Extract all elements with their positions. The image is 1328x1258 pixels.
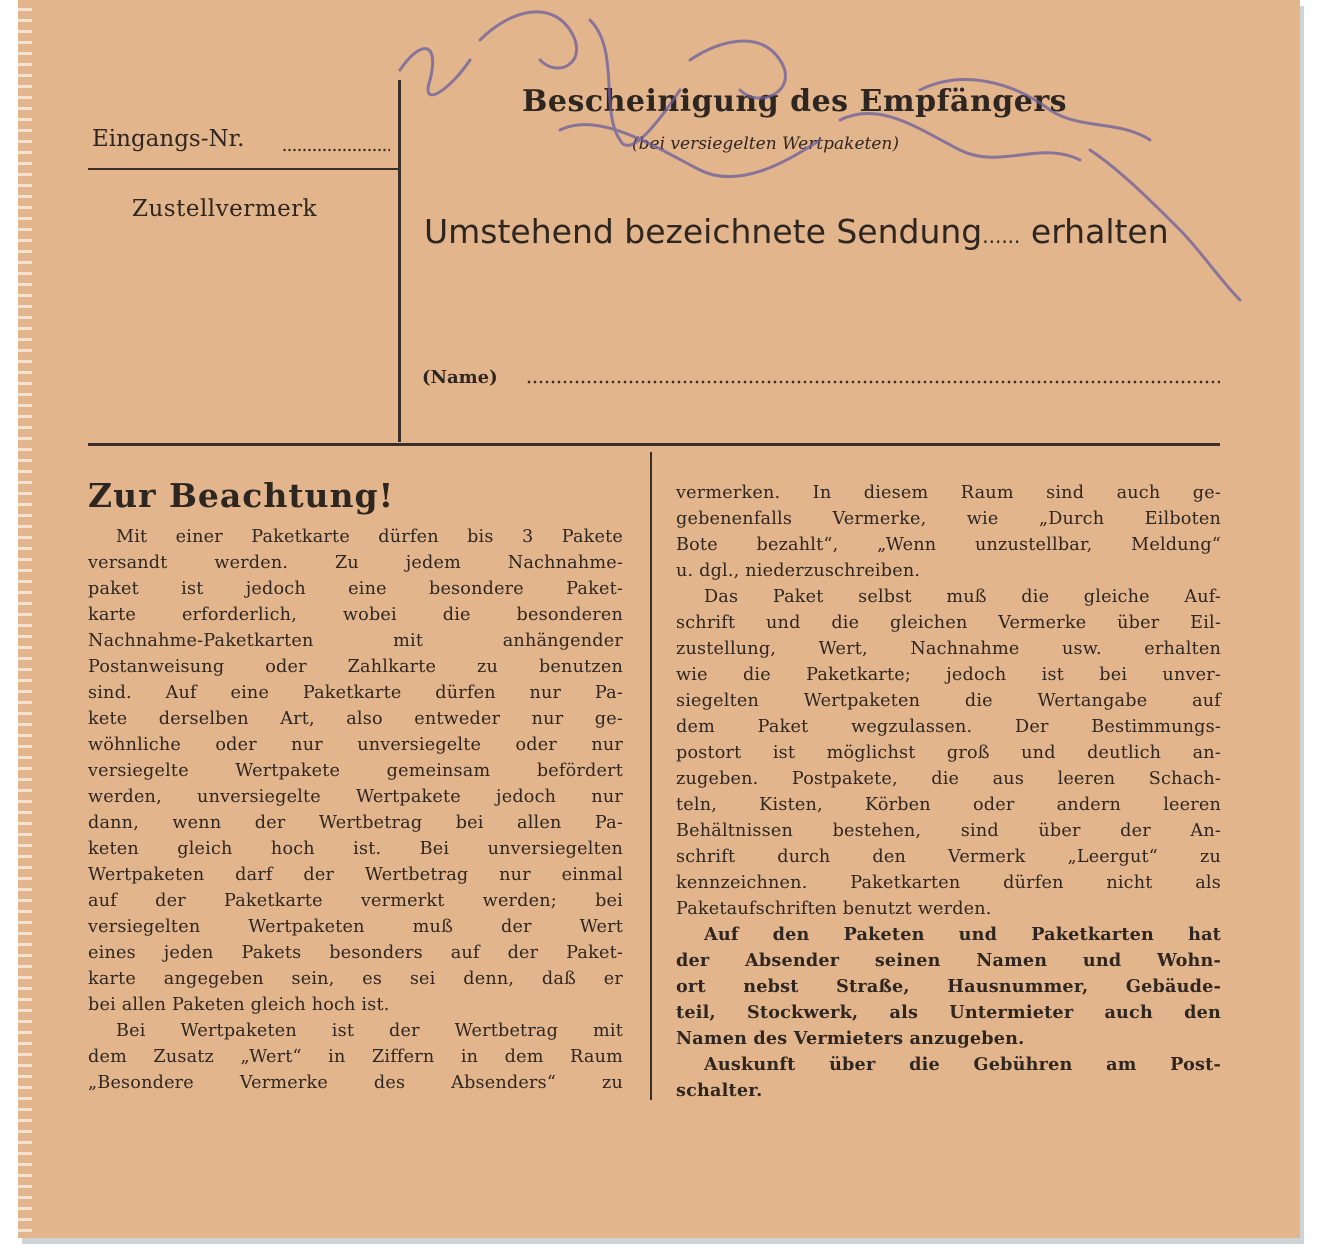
notice-left-line: wöhnliche oder nur unversiegelte oder nur <box>88 735 623 755</box>
receipt-statement <box>424 212 1169 251</box>
notice-left-line: auf der Paketkarte vermerkt werden; bei <box>88 891 623 911</box>
notice-left-column <box>88 524 623 1096</box>
notice-right-line: vermerken. In diesem Raum sind auch ge- <box>676 483 1221 503</box>
notice-left-line: Wertpaketen darf der Wertbetrag nur einmal <box>88 865 623 885</box>
statement-after: erhalten <box>1020 212 1169 251</box>
notice-right-line: postort ist möglichst groß und deutlich an- <box>676 743 1221 763</box>
notice-left-line: karte angegeben sein, es sei denn, daß er <box>88 969 623 989</box>
notice-right-line: gebenenfalls Vermerke, wie „Durch Eilboten <box>676 509 1221 529</box>
statement-before: Umstehend bezeichnete Sendung <box>424 212 983 251</box>
notice-left-line: Mit einer Paketkarte dürfen bis 3 Pakete <box>116 527 623 547</box>
receipt-number-label: Eingangs-Nr. <box>92 126 245 152</box>
notice-left-line: werden, unversiegelte Wertpakete jedoch nur <box>88 787 623 807</box>
notice-heading: Zur Beachtung! <box>88 476 395 515</box>
notice-right-line: Auskunft über die Gebühren am Post- <box>704 1054 1221 1075</box>
notice-left-line: eines jeden Pakets besonders auf der Paket- <box>88 943 623 963</box>
notice-left-line: versiegelte Wertpakete gemeinsam befördert <box>88 761 623 781</box>
delivery-note-label: Zustellvermerk <box>132 196 318 222</box>
notice-left-line: versandt werden. Zu jedem Nachnahme- <box>88 553 623 573</box>
notice-right-line: teil, Stockwerk, als Untermieter auch den <box>676 1002 1221 1023</box>
notice-left-line: versiegelten Wertpaketen muß der Wert <box>88 917 623 937</box>
notice-right-column <box>676 480 1221 1104</box>
notice-right-line: teln, Kisten, Körben oder andern leeren <box>676 795 1221 815</box>
certificate-subtitle: (bei versiegelten Wertpaketen) <box>632 134 900 154</box>
notice-right-line: dem Paket wegzulassen. Der Bestimmungs- <box>676 717 1221 737</box>
notice-right-line: u. dgl., niederzuschreiben. <box>676 561 921 581</box>
horizontal-rule-main <box>88 443 1220 446</box>
notice-right-line: ort nebst Straße, Hausnummer, Gebäude- <box>676 976 1221 997</box>
notice-right-line: zugeben. Postpakete, die aus leeren Schach- <box>676 769 1221 789</box>
notice-left-line: keten gleich hoch ist. Bei unversiegelten <box>88 839 623 859</box>
name-label: (Name) <box>422 367 498 388</box>
notice-right-line: Behältnissen bestehen, sind über der An- <box>676 821 1221 841</box>
notice-left-line: „Besondere Vermerke des Absenders“ zu <box>88 1073 623 1093</box>
notice-right-line: Paketaufschriften benutzt werden. <box>676 899 992 919</box>
notice-right-line: schrift und die gleichen Vermerke über Eil- <box>676 613 1221 633</box>
notice-right-line: Auf den Paketen und Paketkarten hat <box>704 924 1221 945</box>
notice-right-line: kennzeichnen. Paketkarten dürfen nicht als <box>676 873 1221 893</box>
notice-right-line: Namen des Vermieters anzugeben. <box>676 1028 1025 1049</box>
notice-right-line: schrift durch den Vermerk „Leergut“ zu <box>676 847 1221 867</box>
certificate-title: Bescheinigung des Empfängers <box>522 84 1068 119</box>
horizontal-rule-left-box <box>88 168 400 170</box>
notice-left-line: bei allen Paketen gleich hoch ist. <box>88 995 390 1015</box>
notice-left-line: Nachnahme-Paketkarten mit anhängender <box>88 631 623 651</box>
notice-right-line: zustellung, Wert, Nachnahme usw. erhalten <box>676 639 1221 659</box>
notice-left-line: dem Zusatz „Wert“ in Ziffern in dem Raum <box>88 1047 623 1067</box>
notice-right-line: schalter. <box>676 1080 763 1101</box>
notice-left-line: dann, wenn der Wertbetrag bei allen Pa- <box>88 813 623 833</box>
vertical-divider-top <box>398 80 401 442</box>
notice-right-line: wie die Paketkarte; jedoch ist bei unver- <box>676 665 1221 685</box>
notice-left-line: kete derselben Art, also entweder nur ge- <box>88 709 623 729</box>
vertical-divider-columns <box>650 452 652 1100</box>
notice-right-line: Bote bezahlt“, „Wenn unzustellbar, Meldung“ <box>676 535 1221 555</box>
notice-left-line: paket ist jedoch eine besondere Paket- <box>88 579 623 599</box>
receipt-number-field <box>282 148 390 152</box>
notice-left-line: sind. Auf eine Paketkarte dürfen nur Pa- <box>88 683 623 703</box>
name-signature-line <box>526 380 1220 384</box>
perforated-edge <box>18 0 32 1238</box>
statement-dots: ...... <box>982 224 1021 248</box>
notice-left-line: karte erforderlich, wobei die besonderen <box>88 605 623 625</box>
notice-left-line: Bei Wertpaketen ist der Wertbetrag mit <box>116 1021 623 1041</box>
notice-right-line: Das Paket selbst muß die gleiche Auf- <box>704 587 1221 607</box>
notice-right-line: siegelten Wertpaketen die Wertangabe auf <box>676 691 1221 711</box>
notice-right-line: der Absender seinen Namen und Wohn- <box>676 950 1221 971</box>
notice-left-line: Postanweisung oder Zahlkarte zu benutzen <box>88 657 623 677</box>
